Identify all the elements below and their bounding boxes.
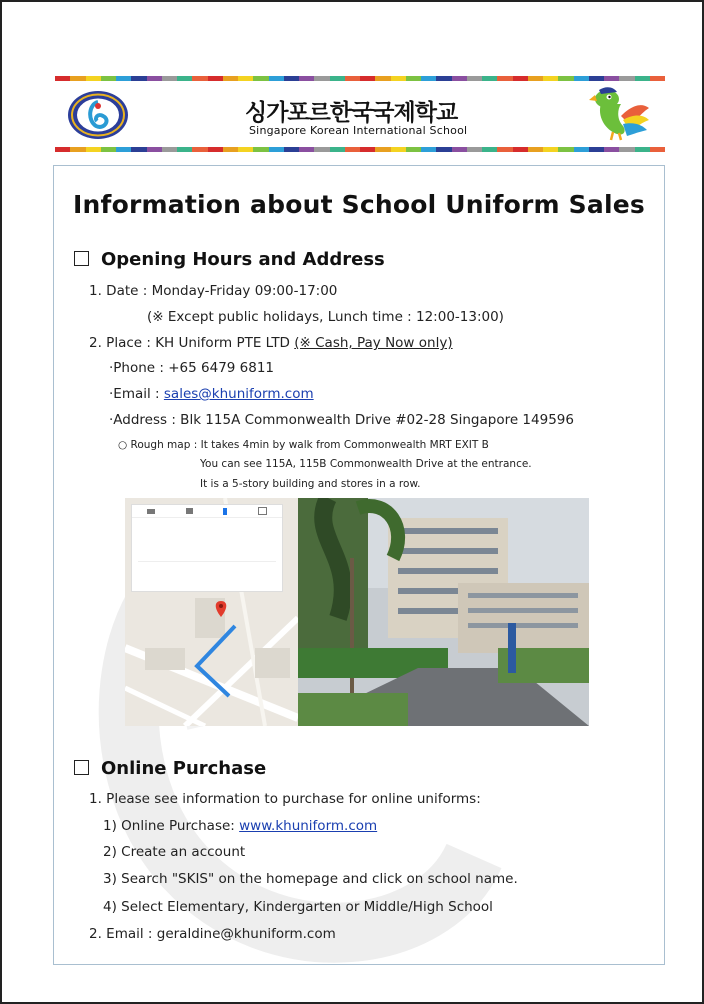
place-line xyxy=(89,335,453,351)
place-label: 2. Place : KH Uniform PTE LTD xyxy=(89,335,295,351)
section-online-purchase-heading xyxy=(74,758,266,779)
building-street-photo xyxy=(298,498,589,726)
online-step-2: 2) Create an account xyxy=(103,844,246,860)
sales-email-link[interactable]: sales@khuniform.com xyxy=(163,386,314,402)
school-emblem-icon xyxy=(67,90,129,140)
rough-map-line-2: You can see 115A, 115B Commonwealth Drive at the entrance. xyxy=(200,458,532,470)
online-step-1 xyxy=(103,818,377,834)
rough-map-line: ○ Rough map : It takes 4min by walk from Commonwealth MRT EXIT B xyxy=(118,439,489,451)
walk-icon[interactable] xyxy=(223,508,227,515)
route-map-image xyxy=(125,498,298,726)
section-heading-text: Online Purchase xyxy=(101,758,267,779)
close-icon[interactable] xyxy=(258,507,267,515)
section-heading-text: Opening Hours and Address xyxy=(101,249,385,270)
top-color-stripe xyxy=(55,76,665,81)
checkbox-square-icon xyxy=(74,251,89,266)
school-name-english: Singapore Korean International School xyxy=(249,124,468,137)
date-line: 1. Date : Monday-Friday 09:00-17:00 xyxy=(89,283,338,299)
document-body xyxy=(53,165,665,965)
date-note: (※ Except public holidays, Lunch time : 12:00-13:00) xyxy=(147,309,504,325)
online-intro-line: 1. Please see information to purchase for online uniforms: xyxy=(89,791,481,807)
document-title: Information about School Uniform Sales xyxy=(73,190,645,219)
address-line: ·Address : Blk 115A Commonwealth Drive #02-28 Singapore 149596 xyxy=(109,412,574,428)
transit-icon[interactable] xyxy=(186,508,193,514)
section-opening-hours-heading xyxy=(74,249,385,270)
checkbox-square-icon xyxy=(74,760,89,775)
email-line xyxy=(109,386,314,402)
phone-line: ·Phone : +65 6479 6811 xyxy=(109,360,275,376)
step1-label: 1) Online Purchase: xyxy=(103,818,240,834)
school-name-korean: 싱가포르한국국제학교 xyxy=(245,100,458,126)
car-icon[interactable] xyxy=(147,509,155,514)
travel-mode-tabs[interactable] xyxy=(132,505,282,518)
email-label: ·Email : xyxy=(109,386,164,402)
rough-map-line-3: It is a 5-story building and stores in a row. xyxy=(200,478,421,490)
online-step-3: 3) Search "SKIS" on the homepage and click on school name. xyxy=(103,871,518,887)
mascot-icon xyxy=(587,86,651,142)
letterhead xyxy=(55,82,665,148)
place-payment-note: (※ Cash, Pay Now only) xyxy=(294,335,453,351)
khuniform-website-link[interactable]: www.khuniform.com xyxy=(239,818,378,834)
online-step-4: 4) Select Elementary, Kindergarten or Middle/High School xyxy=(103,899,493,915)
contact-email-line: 2. Email : geraldine@khuniform.com xyxy=(89,926,336,942)
directions-panel xyxy=(131,504,283,592)
